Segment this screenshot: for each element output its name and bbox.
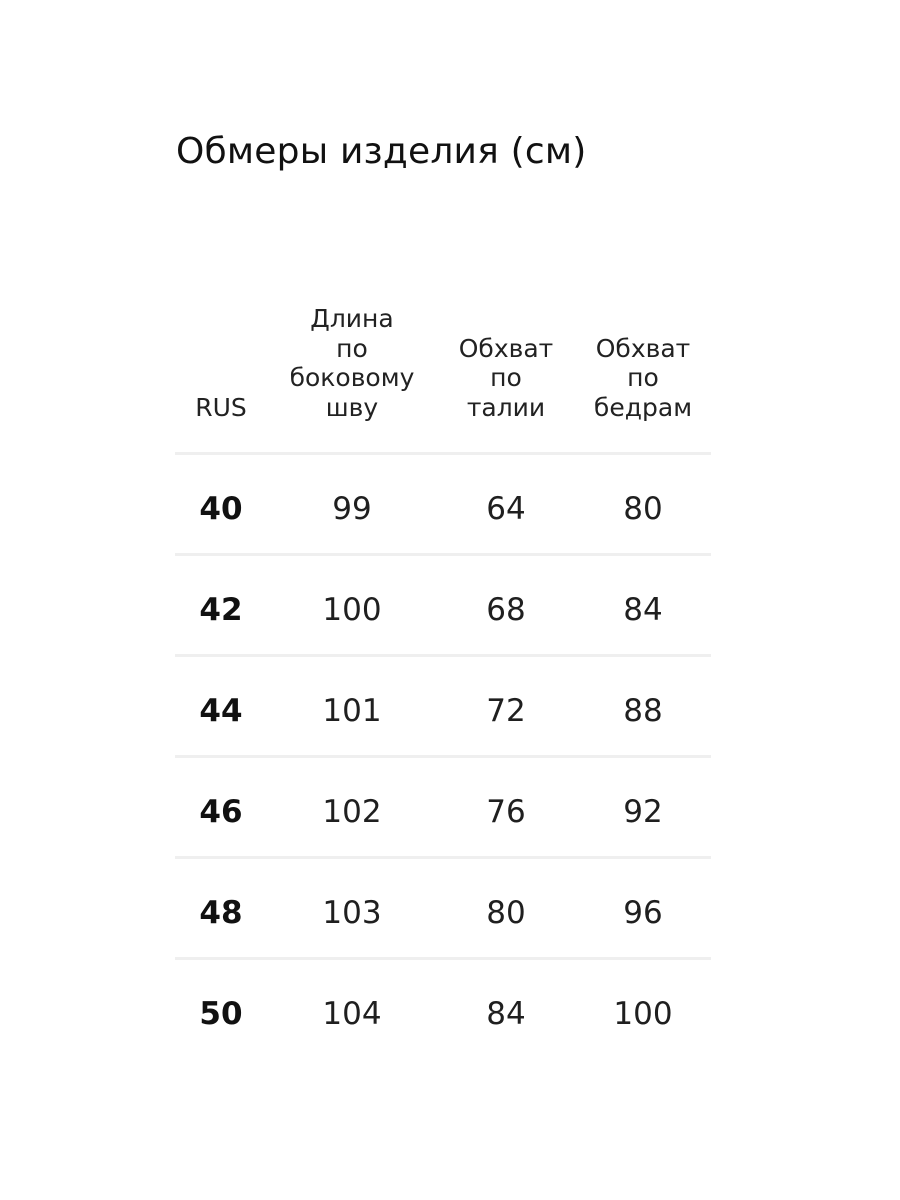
- length-cell: 100: [322, 592, 382, 628]
- length-cell: 104: [322, 996, 382, 1032]
- table-row: [175, 859, 711, 960]
- size-cell: 42: [199, 592, 243, 628]
- size-table: [175, 300, 711, 1058]
- size-cell: 40: [199, 491, 243, 527]
- hip-cell: 92: [623, 794, 663, 830]
- size-cell: 50: [199, 996, 243, 1032]
- table-row: [175, 960, 711, 1058]
- size-cell: 44: [199, 693, 243, 729]
- header-rus: RUS: [195, 392, 247, 422]
- waist-cell: 80: [486, 895, 526, 931]
- waist-cell: 84: [486, 996, 526, 1032]
- length-cell: 101: [322, 693, 382, 729]
- table-row: [175, 455, 711, 556]
- size-cell: 46: [199, 794, 243, 830]
- waist-cell: 72: [486, 693, 526, 729]
- hip-cell: 100: [613, 996, 673, 1032]
- table-row: [175, 657, 711, 758]
- length-cell: 102: [322, 794, 382, 830]
- header-hip-girth: Обхват по бедрам: [593, 333, 693, 422]
- table-header-row: [175, 300, 711, 455]
- waist-cell: 76: [486, 794, 526, 830]
- hip-cell: 96: [623, 895, 663, 931]
- waist-cell: 64: [486, 491, 526, 527]
- hip-cell: 80: [623, 491, 663, 527]
- size-cell: 48: [199, 895, 243, 931]
- page-title: Обмеры изделия (см): [176, 131, 587, 172]
- waist-cell: 68: [486, 592, 526, 628]
- hip-cell: 84: [623, 592, 663, 628]
- hip-cell: 88: [623, 693, 663, 729]
- length-cell: 103: [322, 895, 382, 931]
- header-side-seam-length: Длина по боковому шву: [289, 304, 415, 422]
- table-row: [175, 758, 711, 859]
- length-cell: 99: [332, 491, 372, 527]
- header-waist-girth: Обхват по талии: [458, 333, 554, 422]
- table-row: [175, 556, 711, 657]
